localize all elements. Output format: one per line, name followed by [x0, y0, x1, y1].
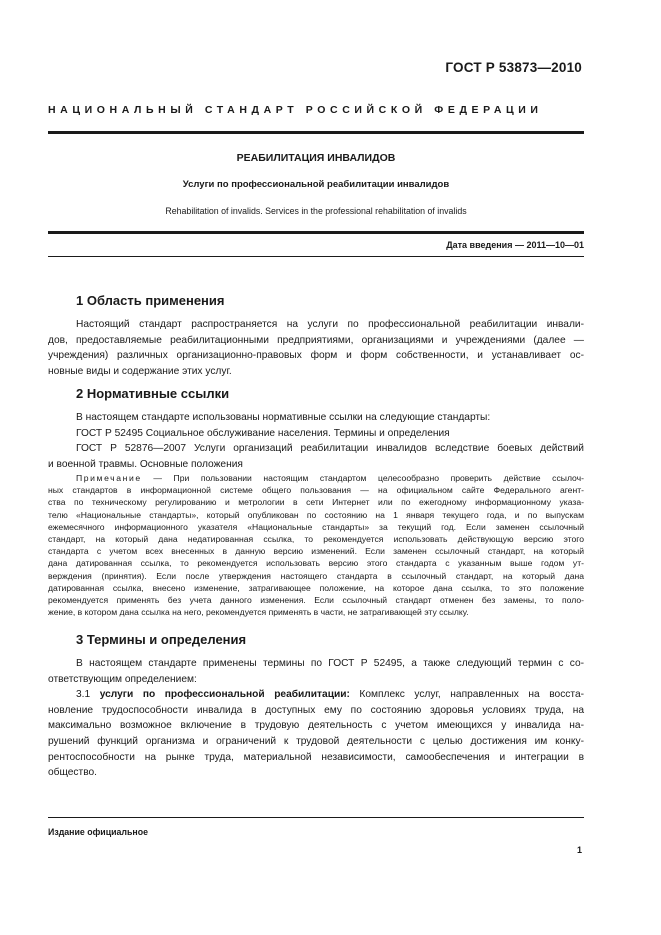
section-2-heading: 2 Нормативные ссылки — [76, 386, 230, 401]
term-definition-start: Комплекс услуг, направленных на восста- — [349, 689, 585, 701]
document-title: РЕАБИЛИТАЦИЯ ИНВАЛИДОВ — [236, 152, 396, 164]
term-definition-line: общество. — [48, 767, 97, 779]
section-3-text — [48, 656, 584, 781]
text-line: учреждения) различных организационно-правовых форм и форм собственности, и устанавливает ос- — [48, 350, 584, 362]
term-definition-line: новление трудоспособности инвалида в доступных ему по состоянию здоровья условиях труда, на — [48, 704, 584, 716]
term-definition-line: рентоспособности на рынке труда, материальной независимости, самообеспечения и интеграции в — [48, 751, 584, 763]
note-line: ежемесячного информационного указателя «Национальные стандарты» за текущий год. Если заменен ссылочный — [48, 521, 584, 532]
note-line: стандарт, на который дана недатированная ссылка, то рекомендуется использовать действующую версию этого — [48, 534, 584, 545]
document-subtitle: Услуги по профессиональной реабилитации инвалидов — [182, 179, 450, 190]
text-line: и военной травмы. Основные положения — [48, 458, 243, 470]
title-rule — [48, 231, 584, 234]
note-first-line: — При пользовании настоящим стандартом целесообразно проверить действие ссылоч- — [141, 473, 584, 483]
text-line: дов, предоставляемые реабилитационными предприятиями, организациями и учреждениями (далее — — [48, 334, 584, 346]
introduction-date: Дата введения — 2011—10—01 — [446, 240, 584, 250]
text-line: В настоящем стандарте использованы нормативные ссылки на следующие стандарты: — [76, 412, 491, 423]
official-edition-label: Издание официальное — [48, 827, 148, 837]
footer-rule — [48, 817, 584, 818]
section-1-text — [48, 317, 584, 379]
text-line: ответствующим определением: — [48, 673, 197, 685]
note-line: телю «Национальные стандарты», который опубликован по состоянию на 1 января текущего года, и по выпускам — [48, 509, 584, 520]
text-line: Настоящий стандарт распространяется на услуги по профессиональной реабилитации инвали- — [76, 319, 584, 330]
section-1-heading: 1 Область применения — [76, 293, 225, 308]
note-line: ства по техническому регулированию и метрологии в сети Интернет или по ежегодному информационному указа- — [48, 497, 584, 508]
term-definition-line: рушений функций организма и ограничений к трудовой деятельности с целью достижения им конку- — [48, 735, 584, 747]
section-2-text — [48, 410, 584, 472]
note-line: жение, в котором дана ссылка на него, рекомендуется применять в части, не затрагивающей эту ссылку. — [48, 607, 469, 618]
english-title: Rehabilitation of invalids. Services in the professional rehabilitation of invalids — [165, 206, 467, 216]
term-definition-first-line — [48, 687, 584, 703]
term-name: услуги по профессиональной реабилитации: — [99, 689, 350, 701]
note-line: рекомендуется применять без учета данного изменения. Если ссылочный стандарт отменен без замены, то поло- — [48, 595, 584, 606]
note-line: датированная ссылка, внесено изменение, затрагивающее положение, на которое дана ссылка, то это положение — [48, 582, 584, 593]
date-rule — [48, 256, 584, 257]
standard-number: ГОСТ Р 53873—2010 — [445, 60, 582, 75]
reference-gost-52495: ГОСТ Р 52495 Социальное обслуживание населения. Термины и определения — [76, 427, 450, 439]
note-label: Примечание — [76, 473, 142, 483]
note-line: ных стандартов в информационной системе общего пользования — на официальном сайте Федерального агент- — [48, 485, 584, 496]
term-definition-line: максимально возможное включение в трудовую деятельность с учетом имеющихся у инвалида на- — [48, 720, 584, 732]
note-line: дана датированная ссылка, то рекомендуется использовать версию этого стандарта с указанным выше годом ут- — [48, 558, 584, 569]
header-rule — [48, 131, 584, 134]
national-standard-banner: НАЦИОНАЛЬНЫЙ СТАНДАРТ РОССИЙСКОЙ ФЕДЕРАЦИИ — [48, 104, 543, 116]
text-line: новные виды и содержание этих услуг. — [48, 365, 232, 377]
text-line: В настоящем стандарте применены термины по ГОСТ Р 52495, а также следующий термин с со- — [76, 658, 584, 669]
reference-gost-52876: ГОСТ Р 52876—2007 Услуги организаций реабилитации инвалидов вследствие боевых действий — [76, 443, 584, 455]
page-number: 1 — [576, 845, 582, 855]
term-number: 3.1 — [76, 689, 91, 701]
note-line: стандарта с учетом всех внесенных в данную версию изменений. Если заменен ссылочный стандарт, на который — [48, 546, 584, 557]
section-2-note — [48, 472, 584, 618]
note-line: верждения (принятия). Если после утверждения настоящего стандарта в ссылочный стандарт, на который дана — [48, 570, 584, 581]
section-3-heading: 3 Термины и определения — [76, 632, 247, 647]
note-line — [48, 472, 584, 484]
